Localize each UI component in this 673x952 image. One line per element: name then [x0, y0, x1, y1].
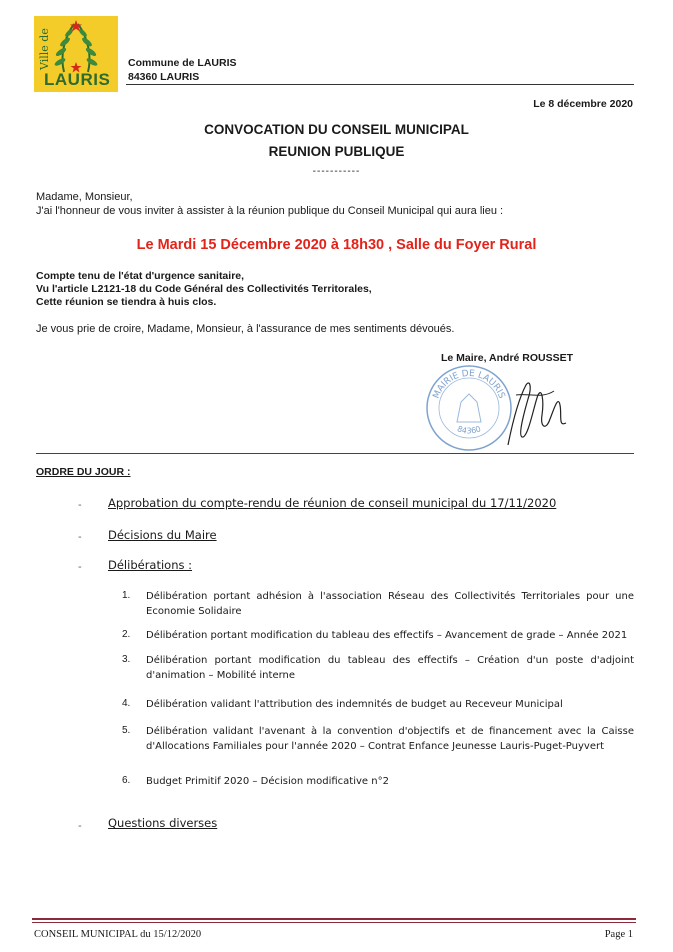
condition-line: Compte tenu de l'état d'urgence sanitaire,	[36, 270, 245, 282]
logo-ville-label: Ville de	[38, 28, 51, 70]
bullet-dash: -	[78, 531, 82, 543]
bullet-dash: -	[78, 561, 82, 573]
invitation-text: J'ai l'honneur de vous inviter à assister à la réunion publique du Conseil Municipal qui aura lieu :	[36, 205, 504, 217]
commune-postcode: 84360 LAURIS	[128, 71, 200, 83]
agenda-item: Approbation du compte-rendu de réunion de conseil municipal du 17/11/2020	[108, 496, 557, 510]
deliberation-item: Budget Primitif 2020 – Décision modificative n°2	[146, 776, 389, 787]
document-title: CONVOCATION DU CONSEIL MUNICIPAL	[204, 122, 469, 137]
svg-text:84360: 84360	[455, 424, 483, 436]
document-subtitle: REUNION PUBLIQUE	[268, 144, 405, 159]
list-number: 2.	[122, 629, 131, 640]
agenda-item: Délibérations :	[108, 558, 193, 572]
list-number: 4.	[122, 698, 131, 709]
letter-date: Le 8 décembre 2020	[533, 98, 633, 110]
meeting-details: Le Mardi 15 Décembre 2020 à 18h30 , Salle du Foyer Rural	[136, 237, 537, 253]
deliberation-item: Délibération portant modification du tableau des effectifs – Avancement de grade – Année 2021	[146, 630, 628, 641]
footer-rule	[32, 922, 636, 923]
footer-meeting-ref: CONSEIL MUNICIPAL du 15/12/2020	[34, 929, 202, 940]
list-number: 5.	[122, 725, 131, 736]
section-divider	[36, 453, 634, 454]
footer-rule	[32, 918, 636, 920]
list-number: 3.	[122, 654, 131, 665]
list-number: 1.	[122, 590, 131, 601]
commune-name: Commune de LAURIS	[128, 57, 237, 69]
logo-wordmark: LAURIS	[44, 70, 111, 89]
deliberation-item: Délibération validant l'avenant à la convention d'objectifs et de financement avec la Caisse d'Allocations Familiales pour l'année 2020 – Contrat Enfance Jeunesse Lauris-Puget-Puyvert	[146, 726, 634, 752]
bullet-dash: -	[78, 820, 82, 832]
handwritten-signature	[498, 365, 578, 455]
condition-line: Cette réunion se tiendra à huis clos.	[36, 296, 217, 308]
condition-line: Vu l'article L2121-18 du Code Général des Collectivités Territorales,	[36, 283, 372, 295]
deliberation-item: Délibération portant adhésion à l'association Réseau des Collectivités Territoriales pour une Economie Solidaire	[146, 591, 634, 617]
deliberation-item: Délibération portant modification du tableau des effectifs – Création d'un poste d'adjoint d'animation – Mobilité interne	[146, 655, 634, 681]
deliberation-item: Délibération validant l'attribution des indemnités de budget au Receveur Municipal	[146, 699, 563, 710]
page-number: Page 1	[604, 929, 633, 940]
agenda-heading: ORDRE DU JOUR :	[36, 466, 131, 478]
bullet-dash: -	[78, 499, 82, 511]
header-divider	[126, 84, 634, 85]
list-number: 6.	[122, 775, 131, 786]
signatory: Le Maire, André ROUSSET	[441, 352, 574, 364]
svg-text:MAIRIE DE LAURIS: MAIRIE DE LAURIS	[431, 368, 507, 401]
agenda-item: Décisions du Maire	[108, 528, 217, 542]
closing-formula: Je vous prie de croire, Madame, Monsieur, à l'assurance de mes sentiments dévoués.	[36, 323, 455, 335]
agenda-item: Questions diverses	[108, 816, 218, 830]
title-separator: -----------	[312, 166, 361, 177]
salutation: Madame, Monsieur,	[36, 191, 133, 203]
